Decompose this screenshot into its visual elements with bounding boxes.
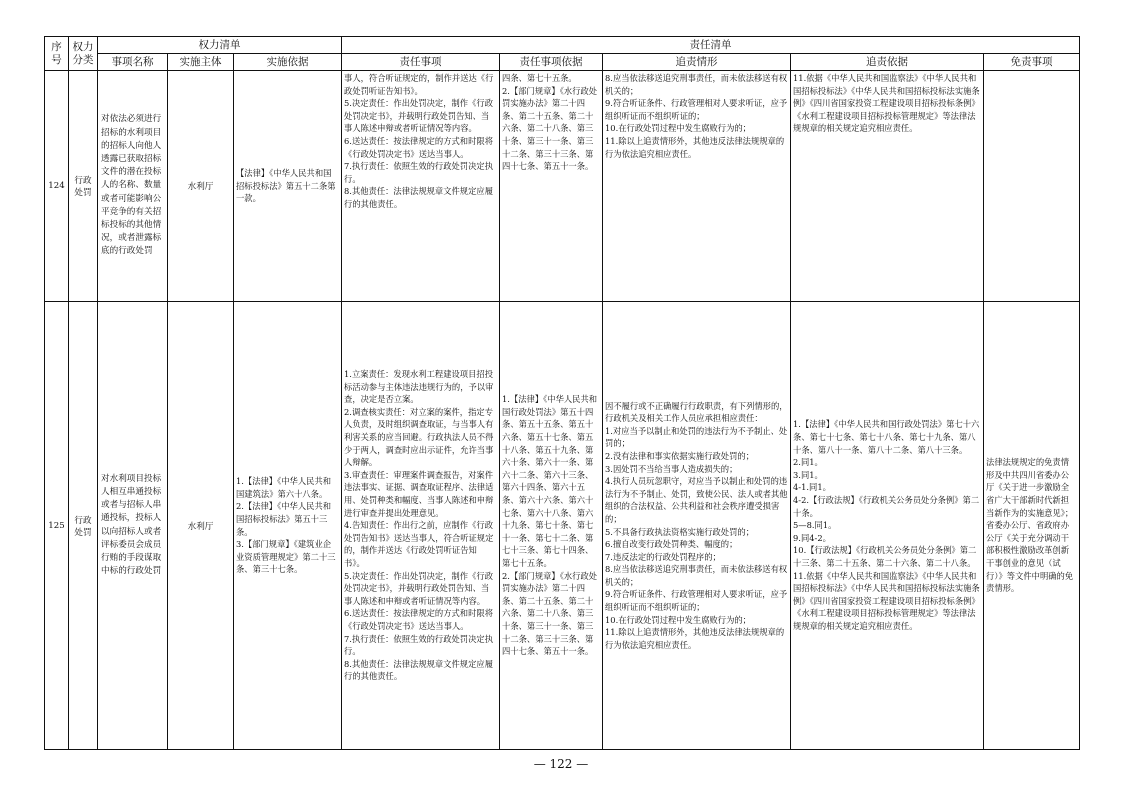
- acc-basis-line: 1.【法律】《中华人民共和国行政处罚法》第七十六条、第七十七条、第七十八条、第七十九条、第八十条、第八十一条、第八十二条、第八十三条。: [793, 419, 980, 455]
- row-acc-basis: [791, 302, 984, 750]
- row-exemption: [984, 71, 1080, 302]
- acc-basis-line: 11.依据《中华人民共和国监察法》《中华人民共和国招标投标法》《中华人民共和国招标投标法实施条例》《四川省国家投资工程建设项目招标投标条例》《水利工程建设项目招标投标管理规定》等法律法规规章的相关规定追究相应责任。: [793, 570, 980, 631]
- accountability-line: 10.在行政处罚过程中发生腐败行为的；: [605, 614, 751, 625]
- accountability-line: 11.除以上追责情形外，其他违反法律法规规章的行为依法追究相应责任。: [605, 135, 785, 159]
- row-type: 行政处罚: [69, 71, 98, 302]
- resp-basis-line: 1.【法律】《中华人民共和国行政处罚法》第五十四条、第五十五条、第五十六条、第五十七条、第五十八条、第五十九条、第六十条、第六十一条、第六十二条、第六十三条、第六十四条、第六十五条、第六十六条、第六十七条、第六十八条、第六十九条、第七十条、第七十一条、第七十二条、第七十三条、第七十四条、第七十五条。: [502, 394, 598, 568]
- resp-item-line: 6.送达责任：按法律规定的方式和时限将《行政处罚决定书》送达当事人。: [344, 608, 493, 631]
- resp-item-line: 8.其他责任：法律法规规章文件规定应履行的其他责任。: [344, 658, 493, 682]
- accountability-line: 4.执行人员玩忽职守，对应当予以制止和处罚的违法行为不予制止、处罚，致使公民、法人或者其他组织的合法权益、公共利益和社会秩序遭受损害的；: [605, 476, 788, 524]
- row-number: 125: [45, 302, 69, 750]
- basis-line: 2.【法律】《中华人民共和国招标投标法》第五十三条。: [236, 501, 332, 537]
- table-row: [45, 71, 1080, 302]
- acc-basis-line: 2.同1。: [793, 457, 823, 468]
- resp-item-line: 5.决定责任：作出处罚决定，制作《行政处罚决定书》，并载明行政处罚告知、当事人陈述申辩或者听证情况等内容。: [344, 98, 493, 134]
- resp-basis-line: 2.【部门规章】《水行政处罚实施办法》第二十四条、第二十五条、第二十六条、第二十八条、第三十条、第三十一条、第三十二条、第三十三条、第四十七条、第五十一条。: [502, 570, 598, 657]
- resp-item-line: 3.审查责任：审理案件调查报告，对案件违法事实、证据、调查取证程序、法律适用、处罚种类和幅度、当事人陈述和申辩进行审查并提出处理意见。: [344, 469, 494, 518]
- accountability-line: 8.应当依法移送追究刑事责任，而未依法移送有权机关的；: [605, 73, 788, 96]
- accountability-line: 因不履行或不正确履行行政职责，有下列情形的，行政机关及相关工作人员应承担相应责任：: [605, 400, 788, 424]
- basis-line: 【法律】《中华人民共和国招标投标法》第五十二条第一款。: [236, 168, 336, 204]
- row-subject: 水利厅: [168, 71, 234, 302]
- header-type: 权力 分类: [69, 37, 98, 71]
- acc-basis-line: 9.同4-2。: [793, 532, 831, 543]
- accountability-line: 3.因处罚不当给当事人造成损失的；: [605, 463, 738, 474]
- header-item-name: 事项名称: [98, 54, 168, 71]
- acc-basis-line: 5—8.同1。: [793, 520, 837, 531]
- page-number: — 122 —: [533, 757, 589, 771]
- resp-item-line: 2.调查核实责任：对立案的案件，指定专人负责，及时组织调查取证，与当事人有利害关系的应当回避。行政执法人员不得少于两人，调查时应出示证件，允许当事人辩解。: [344, 406, 494, 468]
- acc-basis-line: 11.依据《中华人民共和国监察法》《中华人民共和国招标投标法》《中华人民共和国招标投标法实施条例》《四川省国家投资工程建设项目招标投标条例》《水利工程建设项目招标投标管理规定》等法律法规规章的相关规定追究相应责任。: [793, 73, 980, 134]
- resp-item-line: 7.执行责任：依照生效的行政处罚决定执行。: [344, 633, 493, 657]
- row-item-name: 对依法必须进行招标的水利项目的招标人向他人透露已获取招标文件的潜在投标人的名称、数量或者可能影响公平竞争的有关招标投标的其他情况，或者泄露标底的行政处罚: [98, 71, 168, 302]
- basis-line: 1.【法律】《中华人民共和国建筑法》第六十八条。: [236, 476, 332, 499]
- accountability-line: 2.没有法律和事实依据实施行政处罚的；: [605, 450, 754, 461]
- accountability-line: 6.擅自改变行政处罚种类、幅度的；: [605, 539, 738, 550]
- resp-item-line: 1.立案责任：发现水利工程建设项目招投标活动参与主体违法违规行为的，予以审查，决定是否立案。: [344, 369, 494, 405]
- row-number: 124: [45, 71, 69, 302]
- accountability-line: 7.违反法定的行政处罚程序的；: [605, 551, 721, 562]
- resp-item-line: 事人，符合听证规定的，制作并送达《行政处罚听证告知书》。: [344, 73, 494, 96]
- row-accountability: [603, 71, 791, 302]
- resp-basis-line: 四条、第七十五条。: [502, 73, 577, 83]
- header-resp-list: 责任清单: [342, 37, 1080, 54]
- row-resp-basis: [500, 71, 603, 302]
- acc-basis-line: 4-1.同1。: [793, 482, 831, 493]
- row-basis: [234, 302, 342, 750]
- row-type: 行政处罚: [69, 302, 98, 750]
- row-subject: 水利厅: [168, 302, 234, 750]
- responsibility-table: [44, 36, 1080, 750]
- header-power-list: 权力清单: [98, 37, 342, 54]
- table-row: [45, 302, 1080, 750]
- row-resp-basis: [500, 302, 603, 750]
- header-resp-basis: 责任事项依据: [500, 54, 603, 71]
- row-acc-basis: [791, 71, 984, 302]
- row-accountability: [603, 302, 791, 750]
- resp-basis-line: 2.【部门规章】《水行政处罚实施办法》第二十四条、第二十五条、第二十六条、第二十八条、第三十条、第三十一条、第三十二条、第三十三条、第四十七条、第五十一条。: [502, 85, 598, 172]
- row-basis: [234, 71, 342, 302]
- accountability-line: 11.除以上追责情形外，其他违反法律法规规章的行为依法追究相应责任。: [605, 627, 785, 650]
- resp-item-line: 6.送达责任：按法律规定的方式和时限将《行政处罚决定书》送达当事人。: [344, 135, 493, 159]
- header-basis: 实施依据: [234, 54, 342, 71]
- accountability-line: 1.对应当予以制止和处罚的违法行为不予制止、处罚的；: [605, 425, 788, 449]
- header-accountability: 追责情形: [603, 54, 791, 71]
- header-acc-basis: 追责依据: [791, 54, 984, 71]
- header-resp-items: 责任事项: [342, 54, 500, 71]
- accountability-line: 5.不具备行政执法资格实施行政处罚的；: [605, 526, 754, 537]
- acc-basis-line: 3.同1。: [793, 469, 823, 480]
- resp-item-line: 4.告知责任：作出行之前，应制作《行政处罚告知书》送达当事人，符合听证规定的，制作并送达《行政处罚听证告知书》。: [344, 520, 494, 568]
- accountability-line: 9.符合听证条件、行政管理相对人要求听证，应予组织听证而不组织听证的；: [605, 589, 788, 613]
- row-resp-items: [342, 302, 500, 750]
- resp-item-line: 8.其他责任：法律法规规章文件规定应履行的其他责任。: [344, 186, 493, 209]
- row-exemption: 法律法规规定的免责情形及中共四川省委办公厅《关于进一步激励全省广大干部新时代新担当新作为的实施意见》；省委办公厅、省政府办公厅《关于充分调动干部积极性激励改革创新干事创业的意见（试行）》等文件中明确的免责情形。: [984, 302, 1080, 750]
- accountability-line: 9.符合听证条件、行政管理相对人要求听证，应予组织听证而不组织听证的；: [605, 98, 788, 121]
- basis-line: 3.【部门规章】《建筑业企业资质管理规定》第二十三条、第三十七条。: [236, 539, 336, 575]
- acc-basis-line: 10.【行政法规】《行政机关公务员处分条例》第二十三条、第二十五条、第二十六条、第二十八条。: [793, 545, 977, 568]
- header-seq: 序 号: [45, 37, 69, 71]
- acc-basis-line: 4-2.【行政法规】《行政机关公务员处分条例》第二十条。: [793, 495, 980, 518]
- header-subject: 实施主体: [168, 54, 234, 71]
- row-resp-items: [342, 71, 500, 302]
- resp-item-line: 5.决定责任：作出处罚决定，制作《行政处罚决定书》，并载明行政处罚告知、当事人陈述和申辩或者听证情况等内容。: [344, 570, 493, 606]
- row-item-name: 对水利项目投标人相互串通投标或者与招标人串通投标，投标人以向招标人或者评标委员会成员行贿的手段谋取中标的行政处罚: [98, 302, 168, 750]
- accountability-line: 10.在行政处罚过程中发生腐败行为的；: [605, 123, 751, 134]
- accountability-line: 8.应当依法移送追究刑事责任，而未依法移送有权机关的；: [605, 564, 788, 587]
- header-exemption: 免责事项: [984, 54, 1080, 71]
- resp-item-line: 7.执行责任：依照生效的行政处罚决定执行。: [344, 161, 493, 184]
